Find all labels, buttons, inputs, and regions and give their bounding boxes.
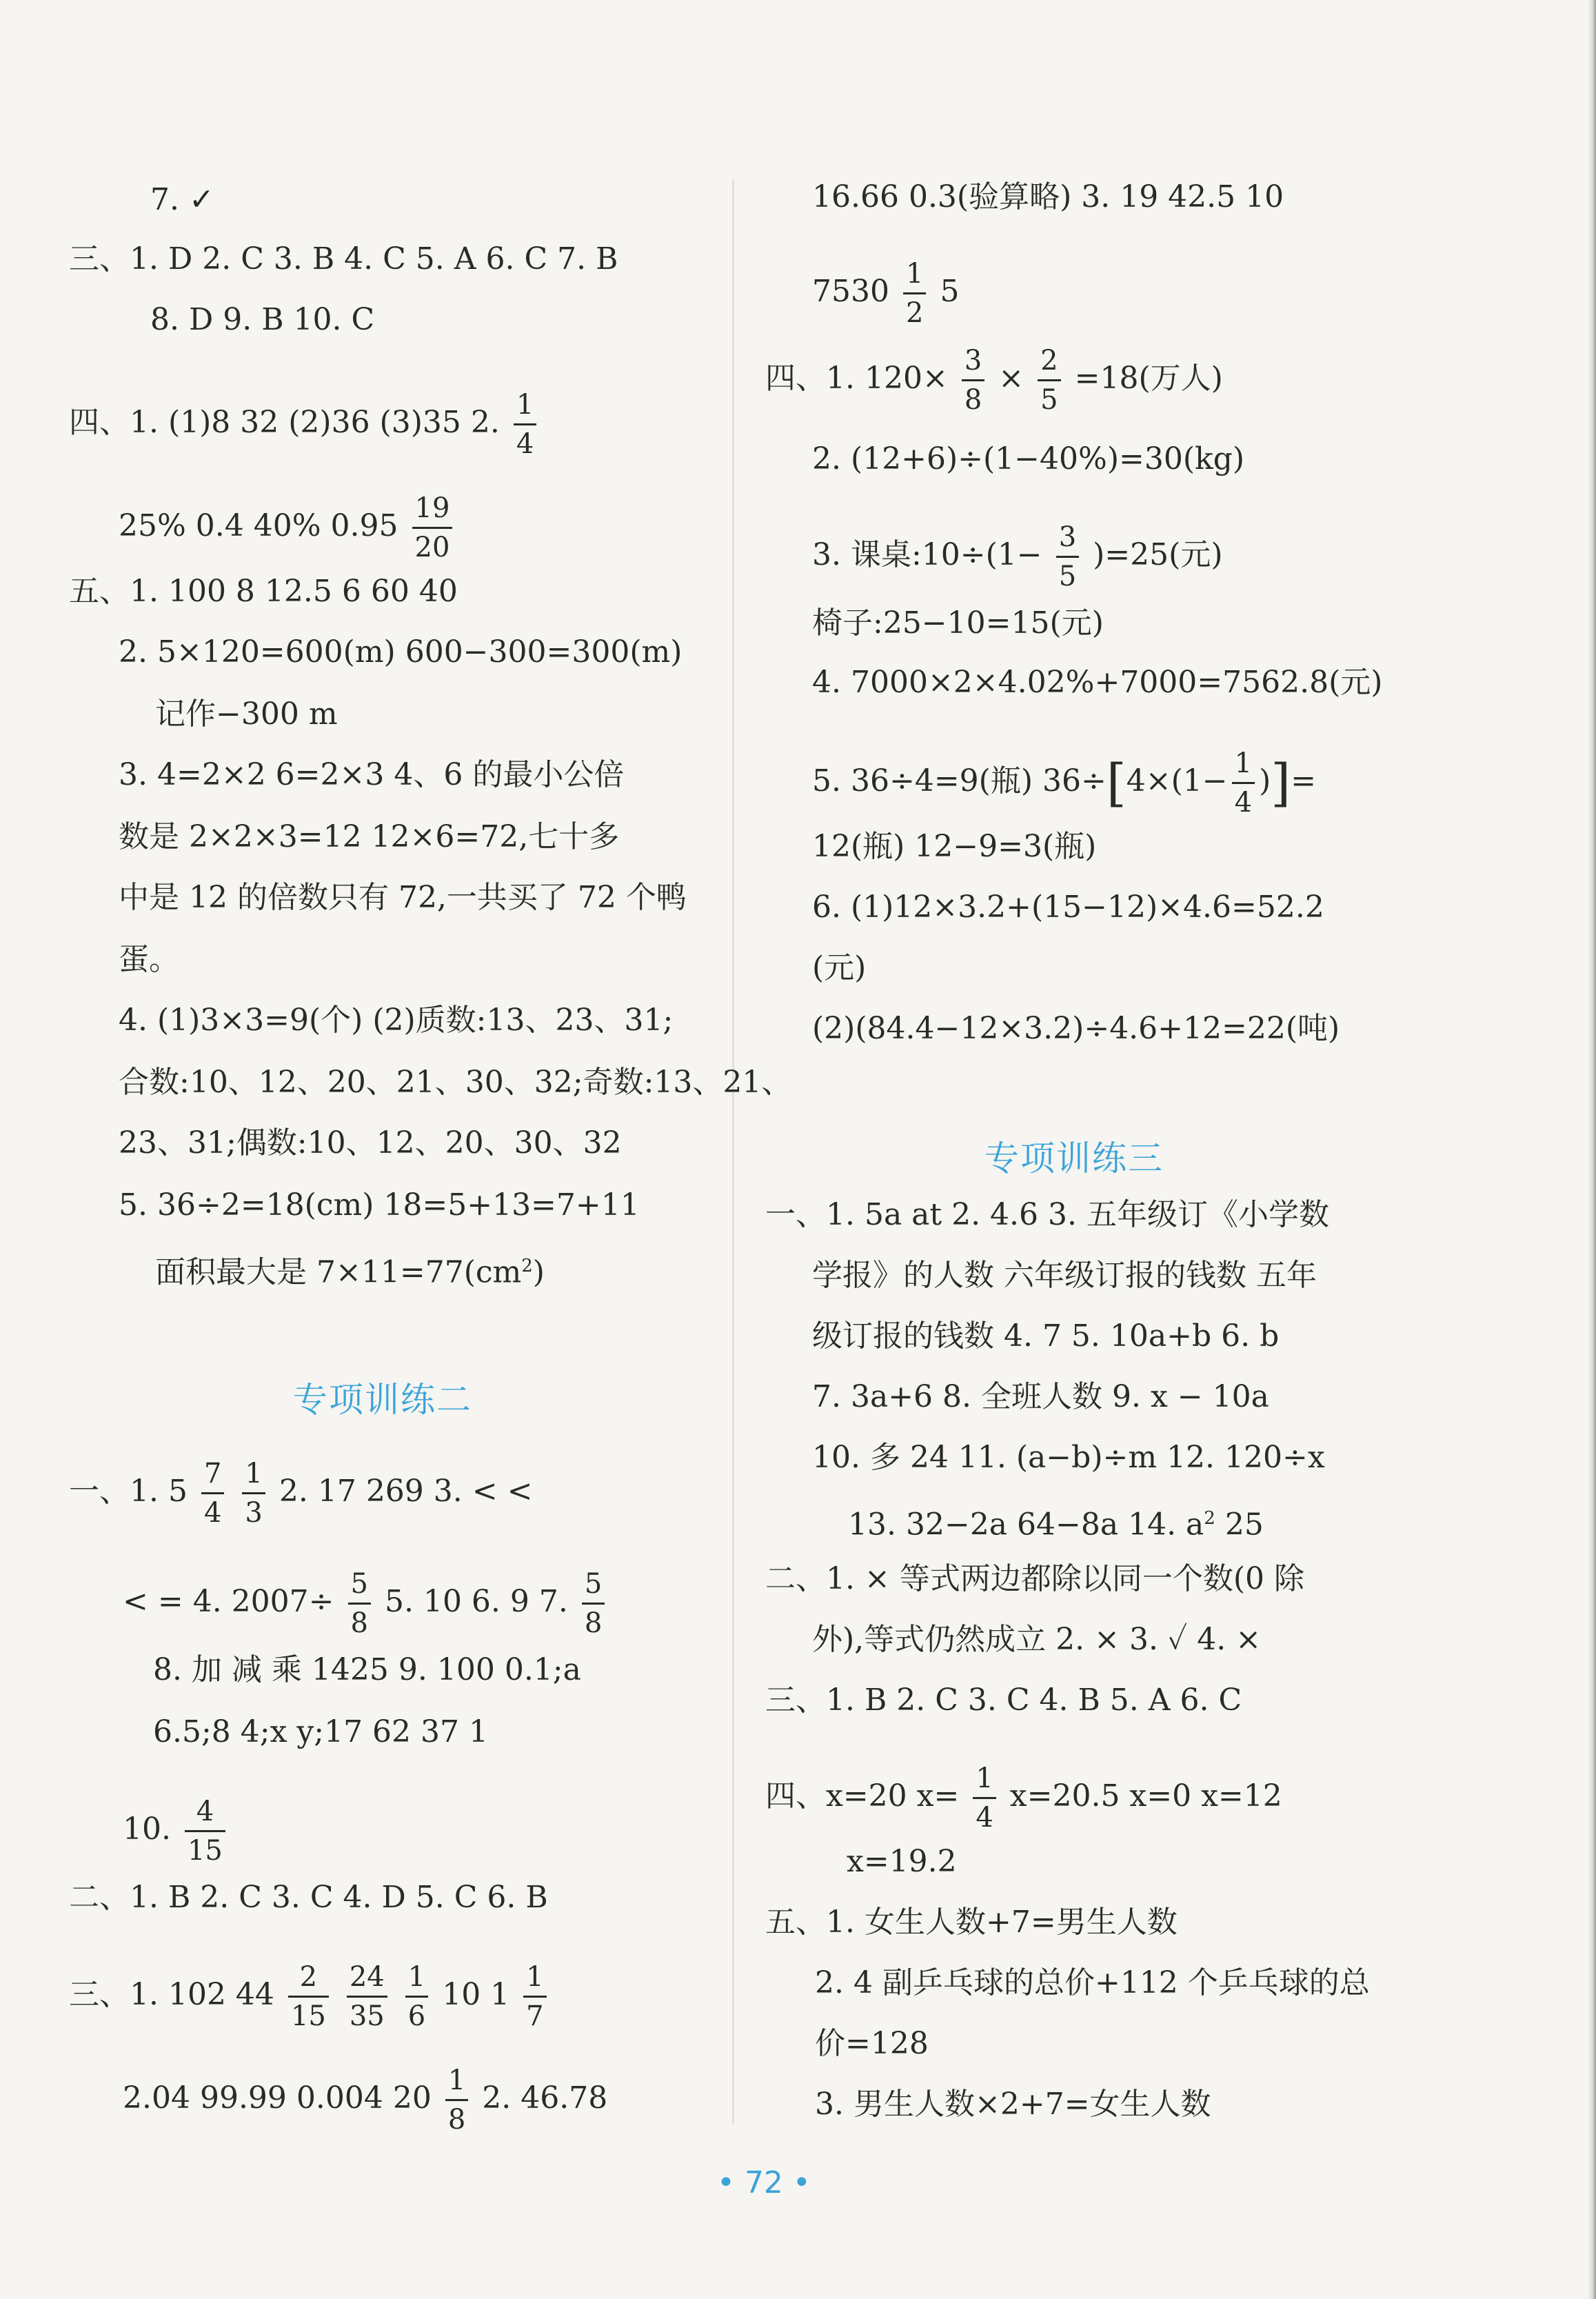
numerator: 5 (584, 1568, 603, 1600)
answer-line: 学报》的人数 六年级订报的钱数 五年 (812, 1258, 1317, 1293)
answer-line (812, 255, 959, 332)
line-text: 25 (1215, 1507, 1264, 1543)
answer-line: 二、1. B 2. C 3. C 4. D 5. C 6. B (69, 1880, 548, 1915)
answer-line: 5. 36÷2=18(cm) 18=5+13=7+11 (119, 1187, 640, 1223)
line-text: 2. 46.78 (482, 2080, 608, 2116)
section-heading: 专项训练三 (984, 1138, 1164, 1178)
numerator: 2 (1040, 345, 1058, 377)
denominator: 15 (288, 1996, 329, 2035)
bracket: ] (1271, 753, 1291, 813)
answer-line: 23、31;偶数:10、12、20、30、32 (119, 1125, 622, 1161)
fraction (514, 386, 536, 463)
line-text: 2. 17 269 3. < < (279, 1474, 533, 1509)
line-text: 7530 (812, 274, 889, 309)
line-text: ) (1259, 763, 1271, 799)
answer-line: 数是 2×2×3=12 12×6=72,七十多 (119, 819, 620, 854)
numerator: 1 (1234, 747, 1253, 779)
fraction (201, 1455, 224, 1532)
denominator: 8 (582, 1603, 605, 1642)
numerator: 4 (196, 1796, 214, 1827)
numerator: 1 (905, 258, 924, 290)
line-text: ) (532, 1254, 545, 1290)
fraction (347, 1958, 387, 2035)
answer-line: 7. ✓ (150, 182, 214, 217)
answer-line: 五、1. 女生人数+7=男生人数 (765, 1905, 1178, 1940)
answer-line: 三、1. D 2. C 3. B 4. C 5. A 6. C 7. B (69, 241, 618, 277)
line-text: 四、1. (1)8 32 (2)36 (3)35 2. (69, 405, 500, 440)
answer-line: 三、1. B 2. C 3. C 4. B 5. A 6. C (765, 1683, 1242, 1718)
line-text: 3. 课桌:10÷(1− (812, 537, 1042, 572)
answer-line: (元) (812, 950, 867, 985)
numerator: 19 (414, 492, 450, 524)
line-text: 5 (940, 274, 960, 309)
numerator: 24 (349, 1961, 385, 1993)
numerator: 3 (1058, 521, 1077, 553)
answer-line: 7. 3a+6 8. 全班人数 9. x − 10a (812, 1379, 1269, 1414)
denominator: 5 (1038, 379, 1060, 419)
answer-line (155, 1247, 545, 1292)
line-text: 13. 32−2a 64−8a 14. a (848, 1507, 1204, 1543)
answer-line: 16.66 0.3(验算略) 3. 19 42.5 10 (812, 179, 1284, 214)
line-text: 5. 10 6. 9 7. (384, 1584, 568, 1619)
superscript: 2 (1204, 1508, 1215, 1529)
answer-line: 二、1. × 等式两边都除以同一个数(0 除 (765, 1561, 1304, 1596)
fraction (1038, 342, 1060, 419)
numerator: 3 (964, 345, 982, 377)
numerator: 1 (976, 1763, 993, 1794)
denominator: 2 (903, 292, 926, 332)
answer-line (119, 490, 456, 566)
answer-line (69, 1958, 551, 2035)
answer-line: x=19.2 (847, 1844, 957, 1879)
answer-line: 价=128 (815, 2026, 929, 2061)
answer-line (765, 342, 1223, 419)
denominator: 4 (201, 1492, 224, 1532)
denominator: 8 (962, 379, 984, 419)
line-text: 三、1. 102 44 (69, 1977, 274, 2012)
line-text: × (998, 361, 1024, 396)
fraction (445, 2062, 468, 2138)
section-heading: 专项训练二 (293, 1380, 472, 1420)
answer-line: 五、1. 100 8 12.5 6 60 40 (69, 574, 458, 609)
numerator: 1 (447, 2065, 466, 2096)
answer-line (812, 519, 1223, 595)
answer-line: 2. 5×120=600(m) 600−300=300(m) (119, 634, 683, 670)
column-divider (732, 179, 734, 2124)
answer-line: 3. 4=2×2 6=2×3 4、6 的最小公倍 (119, 757, 625, 792)
line-text: = (1291, 763, 1316, 799)
answer-line: 4. (1)3×3=9(个) (2)质数:13、23、31; (119, 1003, 674, 1038)
superscript: 2 (521, 1256, 533, 1276)
fraction (405, 1958, 428, 2035)
page-edge-shadow (1588, 0, 1596, 2299)
numerator: 7 (203, 1458, 222, 1489)
numerator: 1 (526, 1961, 544, 1993)
denominator: 8 (445, 2099, 468, 2138)
fraction (1056, 519, 1079, 595)
answer-line (123, 2062, 607, 2138)
numerator: 5 (350, 1568, 368, 1600)
line-text: )=25(元) (1093, 537, 1223, 572)
line-text: 25% 0.4 40% 0.95 (119, 508, 398, 543)
answer-line: 记作−300 m (155, 696, 338, 732)
answer-line: (2)(84.4−12×3.2)÷4.6+12=22(吨) (812, 1011, 1340, 1046)
fraction (903, 255, 926, 332)
answer-line: 级订报的钱数 4. 7 5. 10a+b 6. b (812, 1318, 1280, 1354)
denominator: 8 (348, 1603, 371, 1642)
answer-line: 椅子:25−10=15(元) (812, 605, 1104, 641)
line-text: 10. (123, 1811, 171, 1847)
answer-line: 一、1. 5a at 2. 4.6 3. 五年级订《小学数 (765, 1197, 1329, 1232)
fraction (523, 1958, 546, 2035)
numerator: 1 (516, 389, 534, 421)
fraction (582, 1565, 605, 1642)
line-text: < = 4. 2007÷ (123, 1584, 334, 1619)
bracket: [ (1106, 753, 1127, 813)
fraction (185, 1793, 225, 1869)
line-text: =18(万人) (1074, 361, 1223, 396)
numerator: 2 (299, 1961, 318, 1993)
denominator: 5 (1056, 556, 1079, 595)
answer-line (123, 1565, 609, 1642)
line-text: 10 1 (442, 1977, 510, 2012)
line-text: 面积最大是 7×11=77(cm (155, 1254, 522, 1290)
fraction (348, 1565, 371, 1642)
answer-line (69, 1455, 532, 1532)
answer-line: 12(瓶) 12−9=3(瓶) (812, 829, 1097, 864)
line-text: 四、x=20 x= (765, 1778, 960, 1814)
denominator: 4 (514, 423, 536, 463)
answer-line: 4. 7000×2×4.02%+7000=7562.8(元) (812, 665, 1383, 700)
line-text: 4×(1− (1126, 763, 1228, 799)
page-number: • 72 • (717, 2165, 811, 2200)
line-text: 5. 36÷4=9(瓶) 36÷ (812, 763, 1107, 799)
denominator: 35 (347, 1996, 387, 2035)
fraction (242, 1455, 265, 1532)
answer-line (765, 1760, 1282, 1836)
answer-line: 中是 12 的倍数只有 72,一共买了 72 个鸭 (119, 880, 687, 915)
line-text: 2.04 99.99 0.004 20 (123, 2080, 432, 2116)
answer-line: 合数:10、12、20、21、30、32;奇数:13、21、 (119, 1065, 792, 1100)
answer-line (69, 386, 541, 463)
denominator: 20 (412, 527, 453, 566)
answer-line: 10. 多 24 11. (a−b)÷m 12. 120÷x (812, 1440, 1325, 1475)
fraction (1232, 745, 1255, 821)
numerator: 1 (245, 1458, 263, 1489)
numerator: 1 (407, 1961, 426, 1993)
answer-line: 外),等式仍然成立 2. × 3. ✓ 4. × (812, 1622, 1262, 1657)
fraction (288, 1958, 329, 2035)
fraction (962, 342, 984, 419)
answer-line: 8. 加 减 乘 1425 9. 100 0.1;a (153, 1652, 581, 1687)
denominator: 4 (1232, 782, 1255, 821)
denominator: 7 (523, 1996, 546, 2035)
line-text: 四、1. 120× (765, 361, 948, 396)
answer-line: 2. (12+6)÷(1−40%)=30(kg) (812, 441, 1245, 476)
answer-line: 蛋。 (119, 942, 179, 977)
answer-line (812, 745, 1316, 821)
answer-line (123, 1793, 230, 1869)
fraction (973, 1760, 996, 1836)
answer-line (848, 1499, 1264, 1545)
denominator: 4 (973, 1797, 996, 1836)
answer-line: 2. 4 副乒乓球的总价+112 个乒乓球的总 (815, 1965, 1370, 2000)
line-text: 一、1. 5 (69, 1474, 188, 1509)
answer-line: 3. 男生人数×2+7=女生人数 (815, 2087, 1211, 2122)
denominator: 15 (185, 1830, 225, 1869)
answer-line: 6. (1)12×3.2+(15−12)×4.6=52.2 (812, 890, 1324, 925)
denominator: 6 (405, 1996, 428, 2035)
answer-line: 8. D 9. B 10. C (150, 302, 375, 337)
denominator: 3 (242, 1492, 265, 1532)
line-text: x=20.5 x=0 x=12 (1009, 1778, 1282, 1814)
answer-line: 6.5;8 4;x y;17 62 37 1 (153, 1714, 488, 1749)
fraction (412, 490, 453, 566)
